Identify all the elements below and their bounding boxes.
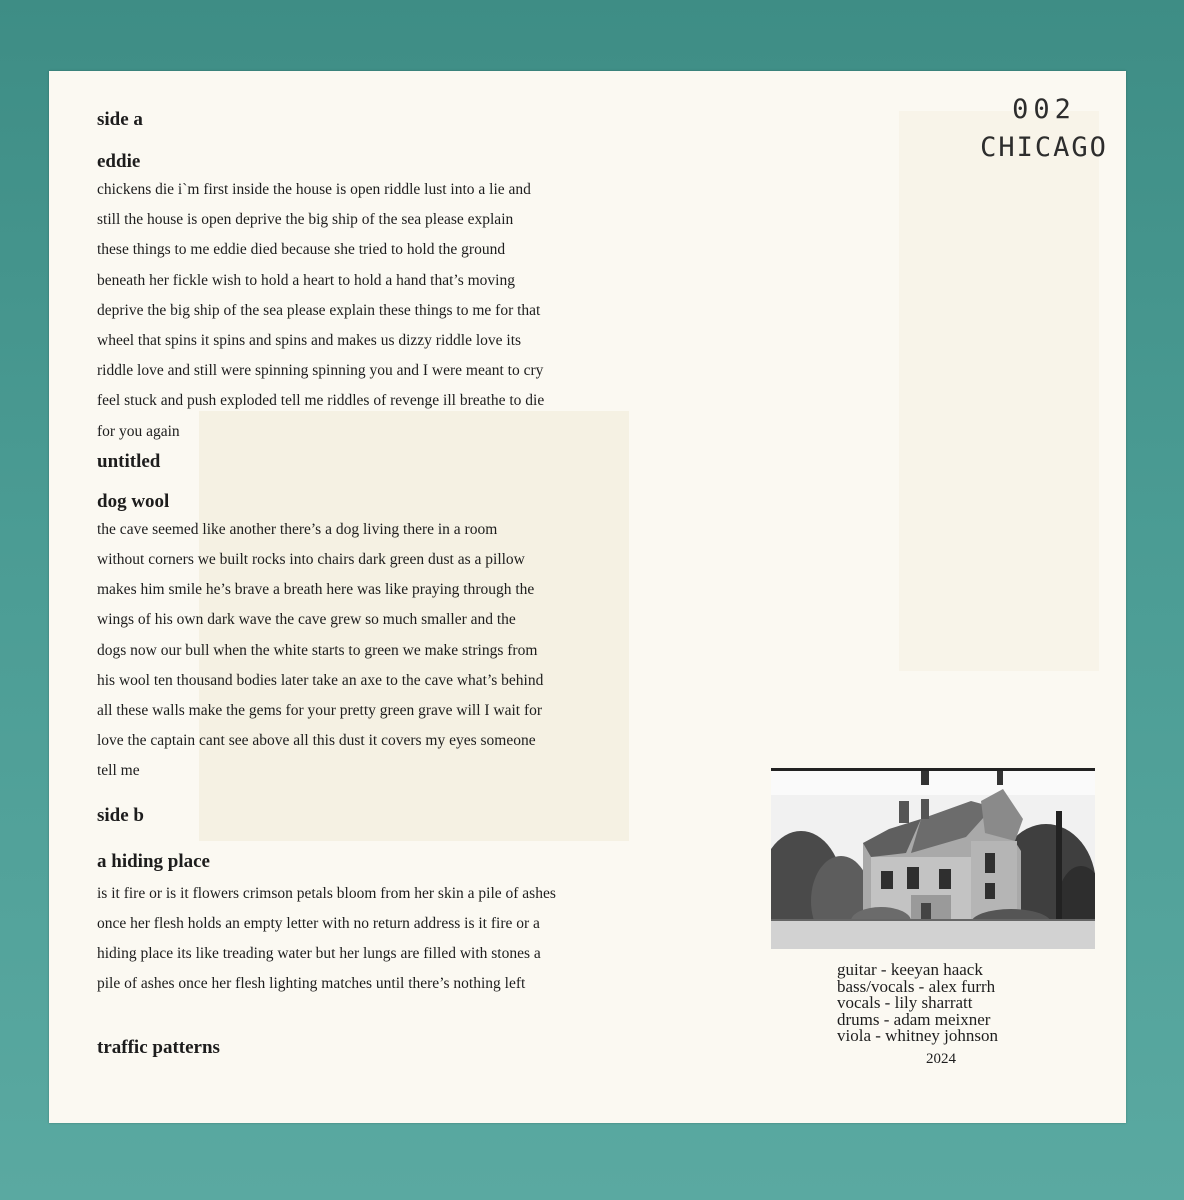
lyric-line: all these walls make the gems for your pretty green grave will I wait for [97, 702, 543, 720]
lyric-line: riddle love and still were spinning spinning you and I were meant to cry [97, 362, 544, 380]
lyric-line: these things to me eddie died because she tried to hold the ground [97, 241, 506, 259]
lyric-line: without corners we built rocks into chairs dark green dust as a pillow [97, 551, 525, 569]
lyric-line: is it fire or is it flowers crimson petals bloom from her skin a pile of ashes [97, 884, 556, 902]
side-a-label: side a [97, 109, 143, 130]
song-lyrics-eddie [97, 175, 697, 447]
lyric-line: love the captain cant see above all this dust it covers my eyes someone [97, 732, 536, 750]
lyric-line: still the house is open deprive the big ship of the sea please explain [97, 211, 514, 229]
song-title-a-hiding-place: a hiding place [97, 850, 210, 872]
credit-line: drums - adam meixner [837, 1009, 991, 1029]
stamp-number: 002 [1012, 94, 1076, 125]
lyric-line: for you again [97, 422, 180, 440]
lyric-line: chickens die i`m first inside the house is open riddle lust into a lie and [97, 181, 531, 198]
lyric-line: pile of ashes once her flesh lighting matches until there’s nothing left [97, 975, 526, 993]
lyrics-column [97, 101, 697, 1061]
credit-line: viola - whitney johnson [837, 1026, 999, 1045]
band-credits [837, 962, 998, 1045]
lyric-line: wings of his own dark wave the cave grew so much smaller and the [97, 611, 516, 629]
lyric-line: beneath her fickle wish to hold a heart to hold a hand that’s moving [97, 271, 515, 289]
lyric-line: deprive the big ship of the sea please explain these things to me for that [97, 301, 541, 319]
stamp-city: CHICAGO [980, 132, 1108, 163]
lyric-line: dogs now our bull when the white starts to green we make strings from [97, 641, 538, 659]
background-bleed-right [899, 111, 1099, 671]
credit-line: guitar - keeyan haack [837, 960, 983, 979]
song-title-dog-wool: dog wool [97, 490, 170, 512]
lyric-line: makes him smile he’s brave a breath here was like praying through the [97, 581, 535, 599]
lyric-sheet [49, 71, 1126, 1123]
song-lyrics-a-hiding-place [97, 879, 697, 1000]
lyric-line: hiding place its like treading water but her lungs are filled with stones a [97, 945, 541, 963]
house-photo [771, 768, 1095, 949]
lyric-line: once her flesh holds an empty letter with no return address is it fire or a [97, 914, 540, 932]
lyric-line: his wool ten thousand bodies later take an axe to the cave what’s behind [97, 671, 544, 689]
side-b-label: side b [97, 804, 144, 826]
lyric-line: feel stuck and push exploded tell me riddles of revenge ill breathe to die [97, 392, 545, 410]
lyric-line: the cave seemed like another there’s a dog living there in a room [97, 520, 498, 538]
song-title-untitled: untitled [97, 450, 161, 472]
song-lyrics-dog-wool [97, 515, 697, 787]
credit-line: bass/vocals - alex furrh [837, 976, 996, 996]
lyric-line: tell me [97, 762, 140, 780]
handwritten-stamp [974, 91, 1114, 167]
house-photo-icon [771, 771, 1095, 949]
lyric-line: wheel that spins it spins and spins and makes us dizzy riddle love its [97, 332, 522, 350]
credit-line: vocals - lily sharratt [837, 993, 973, 1012]
release-year: 2024 [926, 1051, 956, 1067]
song-title-eddie: eddie [97, 151, 141, 172]
song-title-traffic-patterns: traffic patterns [97, 1037, 220, 1059]
